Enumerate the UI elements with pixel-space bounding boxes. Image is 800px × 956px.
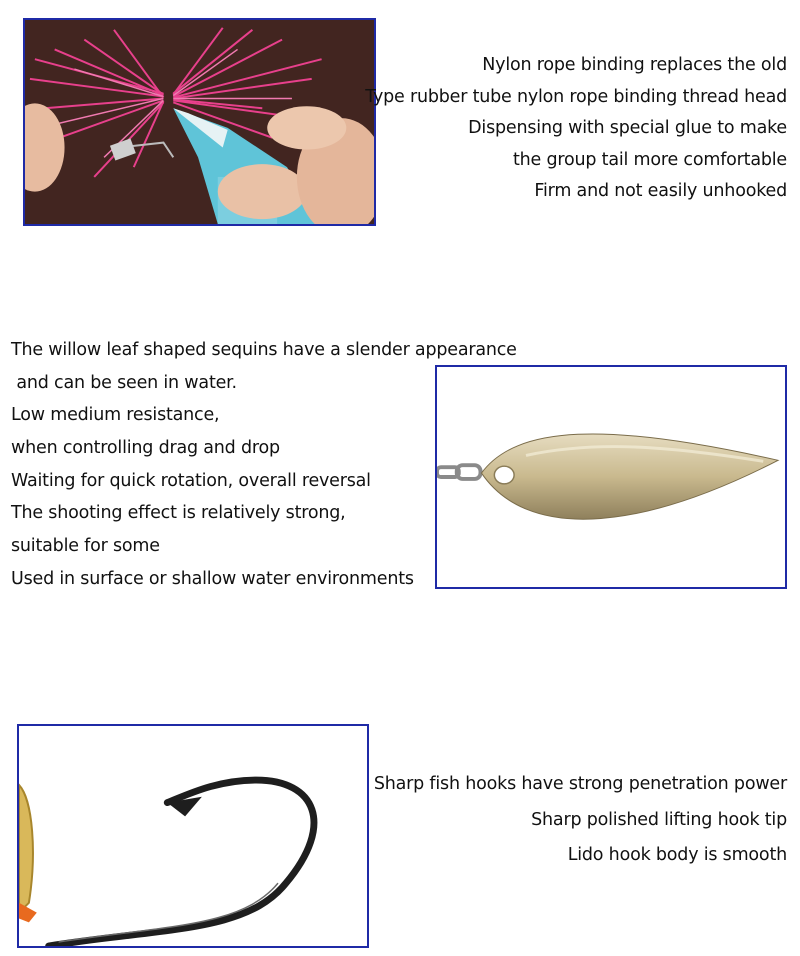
skirt-gluing-illustration (25, 20, 374, 224)
skirt-gluing-photo (23, 18, 376, 226)
blade-line-3: Low medium resistance, (11, 405, 220, 426)
fish-hook-illustration (19, 726, 367, 946)
skirt-line-2: Type rubber tube nylon rope binding thread head (365, 86, 787, 107)
skirt-line-4: the group tail more comfortable (513, 149, 787, 170)
fish-hook-photo (17, 724, 369, 948)
willow-blade-illustration (437, 367, 785, 587)
skirt-description (365, 55, 787, 213)
blade-line-6: The shooting effect is relatively strong, (11, 503, 346, 524)
willow-blade-photo (435, 365, 787, 589)
blade-line-2: and can be seen in water. (11, 372, 237, 393)
skirt-line-3: Dispensing with special glue to make (468, 118, 787, 138)
blade-line-7: suitable for some (11, 536, 160, 557)
blade-line-8: Used in surface or shallow water environments (11, 568, 414, 589)
section-blade (0, 330, 800, 610)
blade-line-4: when controlling drag and drop (11, 438, 280, 459)
hook-description (374, 774, 787, 881)
hook-line-1: Sharp fish hooks have strong penetration power (373, 774, 787, 794)
blade-line-5: Waiting for quick rotation, overall reversal (11, 470, 371, 491)
section-skirt (0, 0, 800, 240)
skirt-line-1: Nylon rope binding replaces the old (482, 55, 787, 75)
skirt-line-5: Firm and not easily unhooked (534, 181, 787, 201)
section-hook (0, 710, 800, 956)
hook-line-3: Lido hook body is smooth (567, 845, 787, 865)
hook-line-2: Sharp polished lifting hook tip (531, 809, 787, 830)
blade-line-1: The willow leaf shaped sequins have a slender appearance (11, 340, 517, 360)
